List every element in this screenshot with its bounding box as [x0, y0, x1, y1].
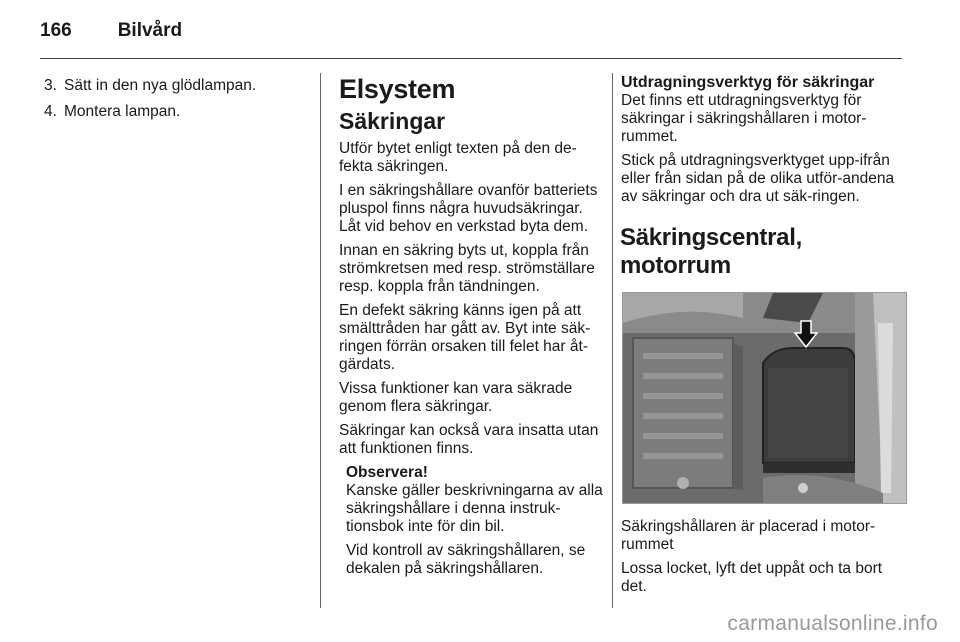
- step-number: 4.: [44, 103, 57, 120]
- paragraph: Stick på utdragningsverktyget upp-ifrån eller från sidan på de olika utför-andena av säkringar och dra ut säk-ringen.: [621, 152, 895, 205]
- subsection-heading: Utdragningsverktyg för säkringar: [621, 74, 875, 91]
- column-1: [44, 74, 310, 129]
- paragraph: Vissa funktioner kan vara säkrade genom flera säkringar.: [339, 380, 573, 415]
- step-text: Sätt in den nya glödlampan.: [64, 77, 257, 94]
- chapter-heading: Elsystem: [339, 74, 456, 104]
- note-text: Vid kontroll av säkringshållaren, se dekalen på säkringshållaren.: [346, 542, 586, 577]
- paragraph: Innan en säkring byts ut, koppla från strömkretsen med resp. strömställare resp. koppla från tändningen.: [339, 242, 595, 295]
- paragraph: Lossa locket, lyft det uppåt och ta bort det.: [621, 560, 883, 595]
- engine-fuse-box-photo: [622, 292, 907, 504]
- column-divider-2: [612, 73, 613, 608]
- paragraph: Säkringar kan också vara insatta utan att funktionen finns.: [339, 422, 599, 457]
- section-heading: Säkringar: [339, 108, 446, 134]
- note-title: Observera!: [346, 464, 428, 481]
- page-header: [40, 20, 182, 50]
- page-number: 166: [40, 20, 72, 41]
- paragraph: En defekt säkring känns igen på att smälttråden har gått av. Byt inte säk-ringen förrän orsaken till felet har åt-gärdats.: [339, 302, 591, 373]
- watermark: carmanualsonline.info: [727, 612, 938, 635]
- note-text: Kanske gäller beskrivningarna av alla säkringshållare i denna instruk-tionsbok inte för din bil.: [346, 482, 603, 535]
- column-divider-1: [320, 73, 321, 608]
- step-text: Montera lampan.: [64, 103, 181, 120]
- list-item: [44, 103, 310, 121]
- section-title: Bilvård: [117, 20, 183, 41]
- paragraph: Utför bytet enligt texten på den de-fekta säkringen.: [339, 140, 577, 175]
- column-3: [621, 74, 905, 602]
- step-number: 3.: [44, 77, 57, 94]
- paragraph: I en säkringshållare ovanför batteriets pluspol finns några huvudsäkringar. Låt vid behov en verkstad byta dem.: [339, 182, 598, 235]
- column-2: [339, 74, 603, 584]
- paragraph: Säkringshållaren är placerad i motor-rummet: [621, 518, 876, 553]
- paragraph: Det finns ett utdragningsverktyg för säkringar i säkringshållaren i motor-rummet.: [621, 92, 867, 145]
- list-item: [44, 77, 310, 95]
- header-divider: [40, 58, 902, 59]
- note-box: [346, 464, 603, 578]
- section-heading: Säkringscentral, motorrum: [620, 224, 802, 279]
